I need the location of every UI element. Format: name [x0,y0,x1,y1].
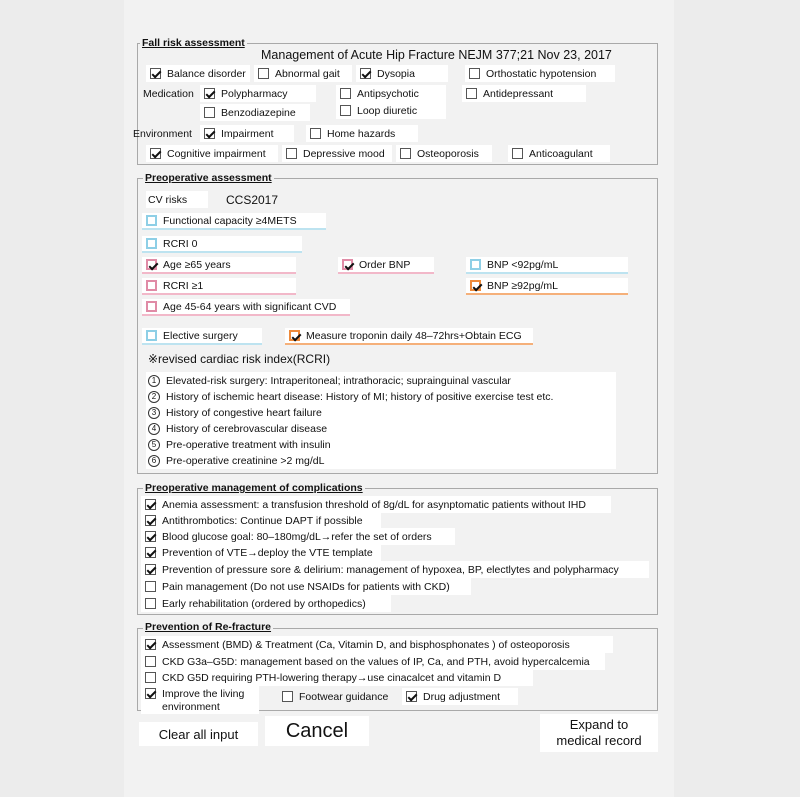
fall-risk-title: Fall risk assessment [142,37,245,49]
antithrombotics-option[interactable]: Antithrombotics: Continue DAPT if possible [141,512,381,529]
abnormal-gait-checkbox[interactable] [258,68,269,79]
orthostatic-hypotension-option[interactable]: Orthostatic hypotension [465,65,615,82]
abnormal-gait-option[interactable]: Abnormal gait [254,65,352,82]
functional-capacity-checkbox[interactable] [146,215,157,226]
pain-management-option[interactable]: Pain management (Do not use NSAIDs for patients with CKD) [141,578,471,595]
osteoporosis-checkbox[interactable] [400,148,411,159]
rcri0-option[interactable]: RCRI 0 [142,236,302,253]
antidepressant-checkbox[interactable] [466,88,477,99]
pressure-sore-checkbox[interactable] [145,564,156,575]
osteoporosis-option[interactable]: Osteoporosis [396,145,492,162]
orthostatic-hypotension-checkbox[interactable] [469,68,480,79]
cancel-button[interactable]: Cancel [265,716,369,746]
bnp-low-checkbox[interactable] [470,259,481,270]
rcri-number-3: 3 [148,407,160,419]
anticoagulant-checkbox[interactable] [512,148,523,159]
balance-disorder-option[interactable]: Balance disorder [146,65,250,82]
cognitive-impairment-option[interactable]: Cognitive impairment [146,145,278,162]
balance-disorder-checkbox[interactable] [150,68,161,79]
functional-capacity-option[interactable]: Functional capacity ≥4METS [142,213,326,230]
age65-checkbox[interactable] [146,259,157,270]
bnp-high-checkbox[interactable] [470,280,481,291]
rcri-list-item: 2 History of ischemic heart disease: History of MI; history of positive exercise test etc. [146,388,616,405]
impairment-option[interactable]: Impairment [200,125,294,142]
expand-to-record-button[interactable]: Expand to medical record [540,714,658,752]
rcri1-option[interactable]: RCRI ≥1 [142,278,296,295]
anticoagulant-option[interactable]: Anticoagulant [508,145,610,162]
antidepressant-option[interactable]: Antidepressant [462,85,586,102]
cognitive-impairment-checkbox[interactable] [150,148,161,159]
bmd-assessment-checkbox[interactable] [145,639,156,650]
vte-checkbox[interactable] [145,547,156,558]
medication-label: Medication [143,88,194,100]
anemia-option[interactable]: Anemia assessment: a transfusion threshold of 8g/dL for asynptomatic patients without IHD [141,496,611,513]
glucose-checkbox[interactable] [145,531,156,542]
ccs-label: CCS2017 [226,193,279,207]
age45-checkbox[interactable] [146,301,157,312]
bnp-high-option[interactable]: BNP ≥92pg/mL [466,278,628,295]
dysopia-checkbox[interactable] [360,68,371,79]
preop-title: Preoperative assessment [145,172,272,184]
living-environment-checkbox[interactable] [145,688,156,699]
environment-label: Environment [133,128,192,140]
home-hazards-option[interactable]: Home hazards [306,125,418,142]
polypharmacy-option[interactable]: Polypharmacy [200,85,316,102]
pain-management-checkbox[interactable] [145,581,156,592]
footwear-checkbox[interactable] [282,691,293,702]
age45-option[interactable]: Age 45-64 years with significant CVD [142,299,350,316]
cv-risks-label: CV risks [146,191,208,208]
depressive-mood-option[interactable]: Depressive mood [282,145,392,162]
ckd-g3a-g5d-checkbox[interactable] [145,656,156,667]
ckd-g5d-checkbox[interactable] [145,672,156,683]
rcri-list-item: 6 Pre-operative creatinine >2 mg/dL [146,452,616,469]
refracture-title: Prevention of Re-fracture [145,621,272,633]
rcri-list-item: 3 History of congestive heart failure [146,404,616,421]
elective-surgery-option[interactable]: Elective surgery [142,328,262,345]
complications-title: Preoperative management of complications [145,482,363,494]
benzodiazepine-checkbox[interactable] [204,107,215,118]
bmd-assessment-option[interactable]: Assessment (BMD) & Treatment (Ca, Vitamin D, and bisphosphonates ) of osteoporosis [141,636,613,653]
glucose-option[interactable]: Blood glucose goal: 80–180mg/dL→refer the set of orders [141,528,455,545]
living-environment-option[interactable]: Improve the living environment [141,686,259,714]
clear-all-button[interactable]: Clear all input [139,722,258,746]
early-rehab-checkbox[interactable] [145,598,156,609]
rcri-number-6: 6 [148,455,160,467]
home-hazards-checkbox[interactable] [310,128,321,139]
troponin-option[interactable]: Measure troponin daily 48–72hrs+Obtain ECG [285,328,533,345]
rcri1-checkbox[interactable] [146,280,157,291]
dysopia-option[interactable]: Dysopia [356,65,448,82]
rcri-list-item: 5 Pre-operative treatment with insulin [146,436,616,453]
bnp-low-option[interactable]: BNP <92pg/mL [466,257,628,274]
vte-option[interactable]: Prevention of VTE→deploy the VTE template [141,544,381,561]
rcri-list-item: 4 History of cerebrovascular disease [146,420,616,437]
rcri0-checkbox[interactable] [146,238,157,249]
ckd-g3a-g5d-option[interactable]: CKD G3a–G5D: management based on the values of IP, Ca, and PTH, avoid hypercalcemia [141,653,605,670]
order-bnp-checkbox[interactable] [342,259,353,270]
rcri-number-5: 5 [148,439,160,451]
anemia-checkbox[interactable] [145,499,156,510]
loop-diuretic-option[interactable]: Loop diuretic [336,102,446,119]
depressive-mood-checkbox[interactable] [286,148,297,159]
pressure-sore-option[interactable]: Prevention of pressure sore & delirium: management of hypoxea, BP, electlytes and polypharmacy [141,561,649,578]
footwear-option[interactable]: Footwear guidance [278,688,402,705]
order-bnp-option[interactable]: Order BNP [338,257,434,274]
ckd-g5d-option[interactable]: CKD G5D requiring PTH-lowering therapy→use cinacalcet and vitamin D [141,669,533,686]
rcri-title: ※revised cardiac risk index(RCRI) [148,352,331,366]
antipsychotic-checkbox[interactable] [340,88,351,99]
age65-option[interactable]: Age ≥65 years [142,257,296,274]
loop-diuretic-checkbox[interactable] [340,105,351,116]
rcri-number-2: 2 [148,391,160,403]
early-rehab-option[interactable]: Early rehabilitation (ordered by orthopedics) [141,595,391,612]
elective-surgery-checkbox[interactable] [146,330,157,341]
impairment-checkbox[interactable] [204,128,215,139]
antithrombotics-checkbox[interactable] [145,515,156,526]
reference-text: Management of Acute Hip Fracture NEJM 377;21 Nov 23, 2017 [261,48,612,62]
rcri-list-item: 1 Elevated-risk surgery: Intraperitoneal; intrathoracic; suprainguinal vascular [146,372,616,389]
rcri-number-1: 1 [148,375,160,387]
troponin-checkbox[interactable] [289,330,300,341]
antipsychotic-option[interactable]: Antipsychotic [336,85,446,102]
rcri-number-4: 4 [148,423,160,435]
polypharmacy-checkbox[interactable] [204,88,215,99]
benzodiazepine-option[interactable]: Benzodiazepine [200,104,310,121]
drug-adjustment-option[interactable]: Drug adjustment [402,688,518,705]
drug-adjustment-checkbox[interactable] [406,691,417,702]
